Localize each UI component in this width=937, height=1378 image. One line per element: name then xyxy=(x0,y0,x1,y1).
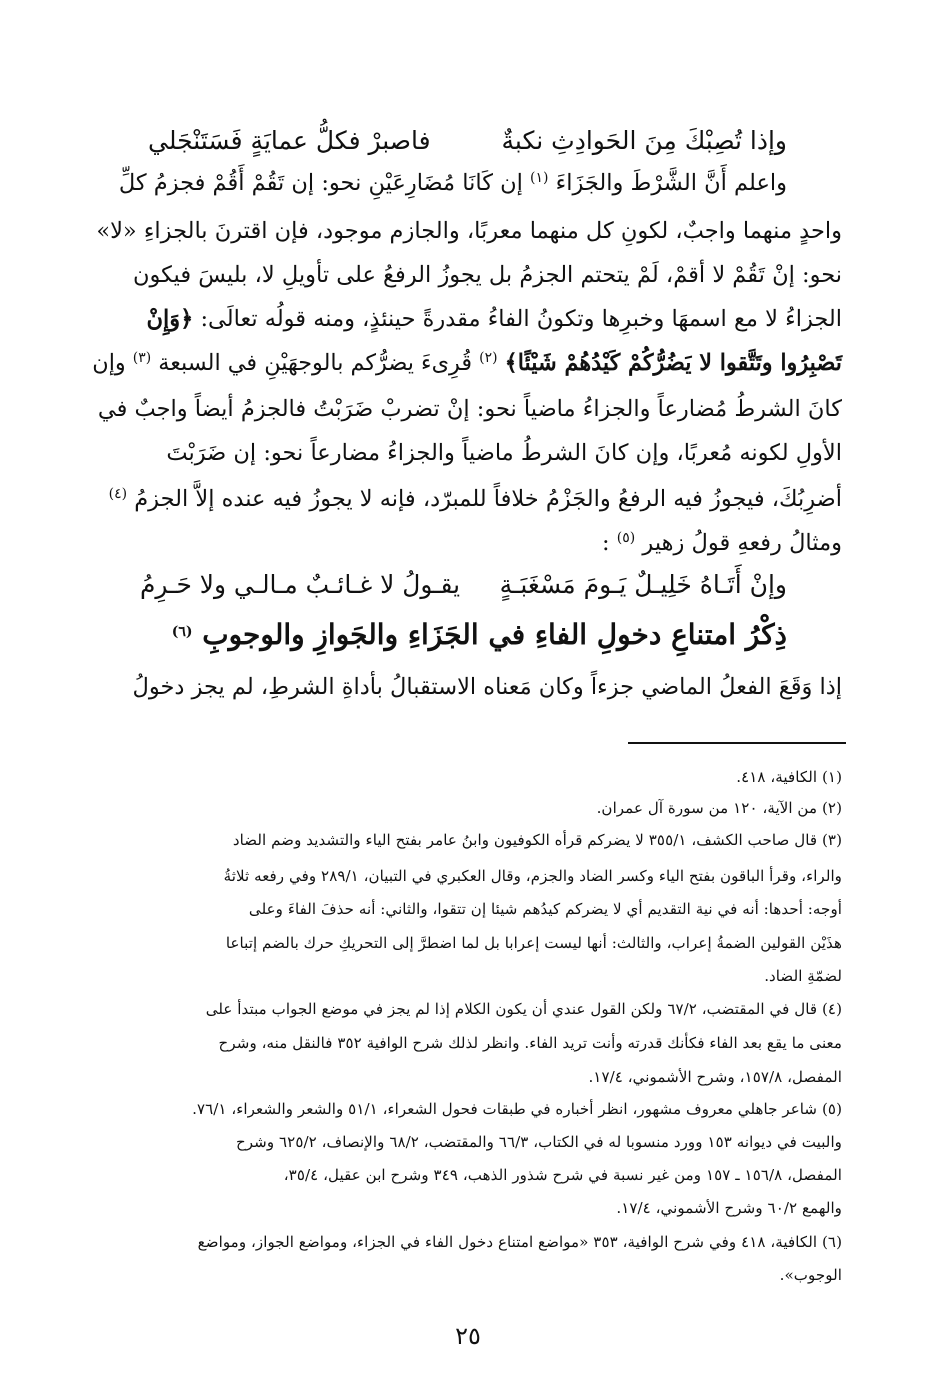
text-line-7: الأولِ لكونه مُعربًا، وإن كانَ الشرطُ ماضياً والجزاءُ مضارعاً نحو: إن ضَرَبْتَ xyxy=(166,440,842,466)
footnote-2: (٢) من الآية، ١٢٠ من سورة آل عمران. xyxy=(596,799,842,817)
footnote-5-line-4: والهمع ٦٠/٢ وشرح الأشموني، ١٧/٤. xyxy=(616,1199,842,1217)
text-line-10: إذا وَقَعَ الفعلُ الماضي جزءاً وكان مَعناه الاستقبالُ بأداةِ الشرطِ، لم يجز دخولُ xyxy=(132,674,842,700)
text-line-9: ومثالُ رفعهِ قولُ زهير $^{(٥)}$ : xyxy=(602,530,842,556)
text-line-3: نحو: إنْ تَقُمْ لا أقمْ، لَمْ يتحتم الجزمُ بل يجوزُ الرفعُ على تأويلِ لا، بليسَ فيكون xyxy=(132,262,842,288)
footnote-ref-2: (٢) xyxy=(479,350,498,366)
verse2-second-hemistich: يقـولُ لا غـائـبٌ مـالـي ولا حَـرِمُ xyxy=(140,570,461,599)
footnote-3-line-3: أوجه: أحدها: أنه في نية التقديم أي لا يضركم كيدُهم شيئا إن تتقوا، والثاني: أنه حذفَ الفاءَ وعلى xyxy=(248,900,842,918)
footnote-4-line-3: المفصل، ١٥٧/٨، وشرح الأشموني، ١٧/٤. xyxy=(588,1068,842,1086)
footnote-4-line-2: معنى ما يقع بعد الفاء فكأنك قدرته وأنت تريد الفاء. وانظر لذلك شرح الوافية ٣٥٢ فالنقل منه، وشرح xyxy=(218,1034,842,1052)
text-line-2: واحدٍ منهما واجبٌ، لكونِ كل منهما معربًا، والجازم موجود، فإن اقترنَ بالجزاءِ «لا» xyxy=(96,218,842,244)
page-number: ٢٥ xyxy=(455,1322,481,1350)
text-line-1: واعلم أَنَّ الشَّرْطَ والجَزَاءَ $^{(١)}$ إن كَانَا مُضَارِعَيْنِ نحو: إن تَقُمْ أَقُمْ فجزمُ كلِّ xyxy=(118,170,787,196)
footnote-5-line-2: والبيت في ديوانه ١٥٣ وورد منسوبا له في الكتاب، ٦٦/٣ والمقتضب، ٦٨/٢ والإنصاف، ٦٢٥/٢ وشرح xyxy=(235,1133,842,1151)
footnote-6-line-2: الوجوب». xyxy=(779,1266,842,1284)
quran-quote-start: ﴿وَإِنْ xyxy=(146,306,194,332)
text-line-4: الجزاءُ لا مع اسمهَا وخبرِها وتكونُ الفاءُ مقدرةً حينئذٍ، ومنه قولُه تعالَى: ﴿وَإِنْ xyxy=(146,306,842,332)
footnote-ref-5: (٥) xyxy=(616,530,636,546)
text-line-8: أضرِبُكَ، فيجوزُ فيه الرفعُ والجَزْمُ خلافاً للمبرّد، فإنه لا يجوزُ فيه عنده إلاَّ الجزمُ $^{(٤)}$ xyxy=(108,486,842,512)
footnote-6-line-1: (٦) الكافية، ٤١٨ وفي شرح الوافية، ٣٥٣ «مواضع امتناع دخول الفاء في الجزاء، ومواضع الجواز، ومواضع xyxy=(197,1233,842,1251)
verse1-first-hemistich: وإذا تُصِبْكَ مِنَ الحَوادِثِ نكبةٌ xyxy=(501,126,787,155)
footnote-ref-6: (٦) xyxy=(171,624,193,640)
footnote-1: (١) الكافية، ٤١٨. xyxy=(736,768,842,786)
text-line-5: تَصْبِرُوا وتَتَّقوا لا يَضُرُّكُمْ كَيْدُهُمْ شَيْئًا﴾ $^{(٢)}$ قُرِىءَ يضرُّكم بالوجهَيْنِ في السبعة $^{(٣)}$ وإن xyxy=(92,350,842,376)
footnote-3-line-2: والراء، وقرأ الباقون بفتح الياء وكسر الضاد والجزم، وقال العكبري في التبيان، ٢٨٩/١ وفي رفعه ثلاثةُ xyxy=(223,867,842,885)
footnote-3-line-1: (٣) قال صاحب الكشف، ٣٥٥/١ لا يضركم قرأه الكوفيون وابنُ عامر بفتح الياء والتشديد وضم الضاد xyxy=(232,831,842,849)
text-line-6: كانَ الشرطُ مُضارعاً والجزاءُ ماضياً نحو: إنْ تضربْ ضَرَبْتُ فالجزمُ أيضاً واجبٌ في xyxy=(97,396,842,422)
section-heading: ذِكْرُ امتناعِ دخولِ الفاءِ في الجَزَاءِ والجَوازِ والوجوبِ $^{(٦)}$ xyxy=(171,618,787,651)
quran-quote: تَصْبِرُوا وتَتَّقوا لا يَضُرُّكُمْ كَيْدُهُمْ شَيْئًا﴾ xyxy=(504,350,842,376)
footnote-ref-1: (١) xyxy=(530,170,549,186)
footnote-5-line-1: (٥) شاعر جاهلي معروف مشهور، انظر أخباره في طبقات فحول الشعراء، ٥١/١ والشعر والشعراء، ٧٦/١. xyxy=(192,1100,842,1118)
footnote-5-line-3: المفصل، ١٥٦/٨ ـ ١٥٧ ومن غير نسبة في شرح شذور الذهب، ٣٤٩ وشرح ابن عقيل، ٣٥/٤، xyxy=(283,1166,842,1184)
footnote-4-line-1: (٤) قال في المقتضب، ٦٧/٢ ولكن القول عندي أن يكون الكلام إذا لم يجز في موضع الجواب مبتدأ على xyxy=(205,1000,842,1018)
verse1-second-hemistich: فاصبرْ فكلُّ عمايَةٍ فَسَتَنْجَلي xyxy=(148,126,431,155)
footnote-ref-4: (٤) xyxy=(108,486,128,502)
footnote-ref-3: (٣) xyxy=(132,350,152,366)
verse2-first-hemistich: وإنْ أَتَـاهُ خَلِيـلٌ يَـومَ مَسْغَبَـةٍ xyxy=(499,570,787,599)
footnote-3-line-5: لضمّةِ الضاد. xyxy=(764,967,842,985)
footnote-separator xyxy=(628,742,846,744)
footnote-3-line-4: هذَيْن القولين الضمةُ إعراب، والثالث: أنها ليست إعرابا بل لما اضطرَّ إلى التحريكِ حرك بالضم إتباعا xyxy=(225,934,842,952)
